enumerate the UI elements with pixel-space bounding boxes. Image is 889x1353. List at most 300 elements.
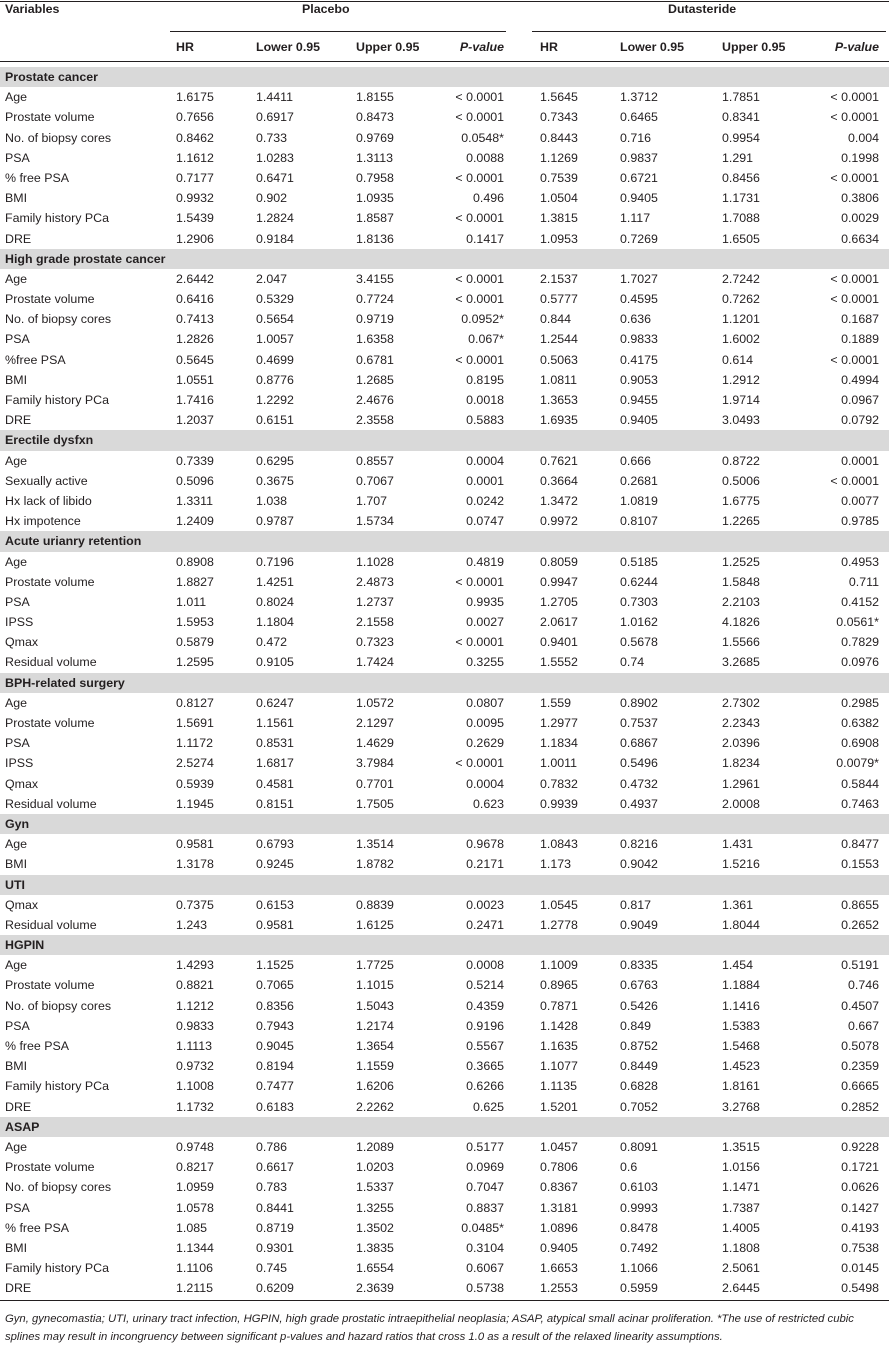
- cell-dutasteride-hr: 0.8443: [540, 130, 578, 145]
- table-row: [0, 552, 889, 572]
- cell-dutasteride-upper: 3.0493: [722, 413, 760, 428]
- cell-dutasteride-lower: 0.8335: [620, 958, 658, 973]
- section-title: Erectile dysfxn: [5, 433, 94, 448]
- cell-dutasteride-hr: 1.0504: [540, 191, 578, 206]
- cell-dutasteride-hr: 0.7871: [540, 998, 578, 1013]
- cell-placebo-upper: 1.3835: [356, 1240, 394, 1255]
- cell-dutasteride-lower: 0.6867: [620, 736, 658, 751]
- cell-dutasteride-upper: 3.2768: [722, 1099, 760, 1114]
- cell-dutasteride-p-value: 0.1721: [841, 1160, 879, 1175]
- cell-dutasteride-p-value: 0.0145: [841, 1261, 879, 1276]
- cell-dutasteride-p-value: 0.2359: [841, 1059, 879, 1074]
- cell-placebo-lower: 0.8719: [256, 1220, 294, 1235]
- variable-label: PSA: [5, 150, 30, 165]
- cell-placebo-lower: 1.0057: [256, 332, 294, 347]
- table-row: [0, 370, 889, 390]
- cell-dutasteride-lower: 1.1066: [620, 1261, 658, 1276]
- table-row: [0, 168, 889, 188]
- variable-label: IPSS: [5, 615, 34, 630]
- section-title: HGPIN: [5, 938, 45, 953]
- cell-dutasteride-upper: 1.1416: [722, 998, 760, 1013]
- table-row: [0, 1137, 889, 1157]
- cell-placebo-hr: 1.2906: [176, 231, 214, 246]
- cell-dutasteride-lower: 0.9405: [620, 191, 658, 206]
- cell-dutasteride-p-value: 0.4152: [841, 594, 879, 609]
- cell-placebo-p-value: 0.5214: [466, 978, 504, 993]
- cell-placebo-hr: 0.5096: [176, 473, 214, 488]
- cell-dutasteride-upper: 1.0156: [722, 1160, 760, 1175]
- cell-placebo-hr: 1.1612: [176, 150, 214, 165]
- cell-dutasteride-p-value: 0.0029: [841, 211, 879, 226]
- cell-placebo-hr: 1.4293: [176, 958, 214, 973]
- table-row: [0, 693, 889, 713]
- cell-dutasteride-hr: 0.9972: [540, 514, 578, 529]
- cell-placebo-upper: 2.4676: [356, 393, 394, 407]
- cell-placebo-upper: 0.6781: [356, 352, 394, 367]
- cell-dutasteride-p-value: 0.0079*: [836, 756, 879, 771]
- table-row: [0, 350, 889, 370]
- cell-placebo-hr: 0.8462: [176, 130, 214, 145]
- table-row: [0, 794, 889, 814]
- cell-dutasteride-p-value: 0.4507: [841, 998, 879, 1013]
- cell-placebo-upper: 0.9769: [356, 130, 394, 145]
- variable-label: Age: [5, 1139, 28, 1154]
- variable-label: Qmax: [5, 776, 39, 791]
- cell-placebo-upper: 1.3514: [356, 837, 394, 852]
- cell-dutasteride-hr: 1.2544: [540, 332, 578, 347]
- cell-placebo-p-value: < 0.0001: [455, 352, 504, 367]
- cell-placebo-lower: 0.5329: [256, 292, 294, 307]
- cell-placebo-upper: 1.1015: [356, 978, 394, 993]
- cell-placebo-upper: 1.2685: [356, 372, 394, 387]
- cell-placebo-lower: 0.6917: [256, 110, 294, 125]
- cell-dutasteride-hr: 1.2977: [540, 716, 578, 730]
- cell-placebo-p-value: 0.4359: [466, 998, 504, 1013]
- cell-dutasteride-upper: 2.7242: [722, 271, 760, 286]
- cell-dutasteride-upper: 1.5216: [722, 857, 760, 872]
- section-title: Prostate cancer: [5, 70, 98, 84]
- cell-dutasteride-lower: 0.7492: [620, 1240, 658, 1255]
- cell-placebo-upper: 1.5337: [356, 1180, 394, 1195]
- variable-label: No. of biopsy cores: [5, 1180, 112, 1195]
- cell-dutasteride-hr: 1.2553: [540, 1281, 578, 1296]
- cell-dutasteride-upper: 2.6445: [722, 1281, 760, 1296]
- cell-dutasteride-lower: 0.9042: [620, 857, 658, 872]
- cell-placebo-upper: 1.0935: [356, 191, 394, 206]
- cell-placebo-hr: 0.7339: [176, 453, 214, 468]
- cell-placebo-upper: 1.4629: [356, 736, 394, 751]
- variable-label: PSA: [5, 736, 30, 751]
- cell-placebo-p-value: 0.0004: [466, 453, 504, 468]
- cell-placebo-upper: 1.3502: [356, 1220, 394, 1235]
- cell-placebo-upper: 0.8839: [356, 897, 394, 912]
- cell-placebo-lower: 0.4699: [256, 352, 294, 367]
- cell-placebo-upper: 1.7725: [356, 958, 394, 973]
- cell-placebo-lower: 0.6617: [256, 1160, 294, 1175]
- cell-placebo-upper: 1.7424: [356, 655, 394, 670]
- table-row: [0, 1036, 889, 1056]
- cell-placebo-lower: 1.6817: [256, 756, 294, 771]
- variable-label: PSA: [5, 594, 30, 609]
- cell-dutasteride-hr: 0.8367: [540, 1180, 578, 1195]
- table-header-columns: [0, 34, 889, 60]
- table-row: [0, 915, 889, 935]
- cell-placebo-lower: 0.6151: [256, 413, 294, 428]
- cell-placebo-hr: 0.8217: [176, 1160, 214, 1175]
- cell-placebo-upper: 2.3639: [356, 1281, 394, 1296]
- cell-placebo-hr: 1.5691: [176, 716, 214, 730]
- table-row: [0, 208, 889, 228]
- table-row: [0, 1278, 889, 1298]
- cell-dutasteride-hr: 1.173: [540, 857, 572, 872]
- variable-label: BMI: [5, 857, 28, 872]
- table-row: [0, 652, 889, 672]
- cell-dutasteride-upper: 1.4523: [722, 1059, 760, 1074]
- cell-dutasteride-p-value: 0.6665: [841, 1079, 879, 1094]
- variable-label: PSA: [5, 332, 30, 347]
- cell-placebo-p-value: 0.0747: [466, 514, 504, 529]
- table-row: [0, 229, 889, 249]
- table-row: [0, 975, 889, 995]
- variable-label: No. of biopsy cores: [5, 998, 112, 1013]
- variable-label: BMI: [5, 1240, 28, 1255]
- cell-dutasteride-hr: 1.0457: [540, 1139, 578, 1154]
- cell-dutasteride-upper: 3.2685: [722, 655, 760, 670]
- variable-label: Family history PCa: [5, 1261, 109, 1276]
- cell-dutasteride-hr: 1.5645: [540, 90, 578, 105]
- cell-placebo-hr: 0.9932: [176, 191, 214, 206]
- cell-placebo-p-value: 0.0548*: [461, 130, 504, 145]
- cell-placebo-hr: 1.8827: [176, 574, 214, 589]
- variable-label: Family history PCa: [5, 1079, 109, 1094]
- cell-placebo-lower: 1.038: [256, 493, 288, 508]
- table-row: [0, 107, 889, 127]
- table-bottom-rule: [0, 1300, 889, 1301]
- cell-dutasteride-lower: 1.3712: [620, 90, 658, 105]
- cell-placebo-upper: 1.6554: [356, 1261, 394, 1276]
- cell-placebo-lower: 0.733: [256, 130, 288, 145]
- cell-dutasteride-lower: 0.5426: [620, 998, 658, 1013]
- cell-dutasteride-upper: 1.6775: [722, 493, 760, 508]
- cell-placebo-hr: 1.2037: [176, 413, 214, 428]
- cell-dutasteride-upper: 0.614: [722, 352, 754, 367]
- table-row: [0, 511, 889, 531]
- cell-placebo-p-value: < 0.0001: [455, 211, 504, 226]
- table-row: [0, 1016, 889, 1036]
- cell-dutasteride-lower: 0.9049: [620, 917, 658, 932]
- cell-placebo-hr: 1.0578: [176, 1200, 214, 1215]
- cell-placebo-lower: 0.6209: [256, 1281, 294, 1296]
- cell-placebo-hr: 1.243: [176, 917, 208, 932]
- cell-placebo-upper: 2.1558: [356, 615, 394, 630]
- cell-placebo-upper: 1.8782: [356, 857, 394, 872]
- cell-dutasteride-p-value: 0.9785: [841, 514, 879, 529]
- variable-label: Age: [5, 837, 28, 852]
- cell-dutasteride-p-value: < 0.0001: [830, 292, 879, 307]
- cell-placebo-upper: 2.4873: [356, 574, 394, 589]
- cell-placebo-upper: 1.8155: [356, 90, 394, 105]
- cell-dutasteride-lower: 0.7537: [620, 716, 658, 730]
- cell-placebo-lower: 0.5654: [256, 312, 294, 327]
- variable-label: % free PSA: [5, 1039, 70, 1053]
- cell-placebo-lower: 0.6295: [256, 453, 294, 468]
- cell-placebo-lower: 0.8024: [256, 594, 294, 609]
- variable-label: DRE: [5, 231, 32, 246]
- cell-dutasteride-upper: 2.5061: [722, 1261, 760, 1276]
- cell-placebo-p-value: 0.6266: [466, 1079, 504, 1094]
- cell-placebo-p-value: < 0.0001: [455, 271, 504, 286]
- variable-label: DRE: [5, 413, 32, 428]
- cell-placebo-p-value: < 0.0001: [455, 170, 504, 185]
- cell-dutasteride-lower: 0.2681: [620, 473, 658, 488]
- cell-placebo-upper: 0.7323: [356, 635, 394, 650]
- cell-placebo-hr: 1.3311: [176, 493, 213, 508]
- variable-label: Prostate volume: [5, 574, 95, 589]
- table-row: [0, 753, 889, 773]
- cell-dutasteride-upper: 1.431: [722, 837, 754, 852]
- cell-dutasteride-lower: 0.6: [620, 1160, 638, 1175]
- cell-dutasteride-hr: 0.9401: [540, 635, 578, 650]
- cell-dutasteride-hr: 0.844: [540, 312, 572, 327]
- cell-dutasteride-lower: 0.849: [620, 1018, 652, 1033]
- cell-placebo-upper: 0.9719: [356, 312, 394, 327]
- cell-placebo-hr: 1.1008: [176, 1079, 214, 1094]
- cell-placebo-upper: 1.2737: [356, 594, 394, 609]
- cell-placebo-hr: 0.8908: [176, 554, 214, 569]
- cell-placebo-upper: 1.5043: [356, 998, 394, 1013]
- cell-dutasteride-upper: 1.7088: [722, 211, 760, 226]
- cell-dutasteride-upper: 1.2525: [722, 554, 760, 569]
- cell-placebo-p-value: 0.0008: [466, 958, 504, 973]
- table-row: [0, 834, 889, 854]
- cell-placebo-p-value: 0.2471: [466, 917, 504, 932]
- variable-label: DRE: [5, 1099, 32, 1114]
- cell-dutasteride-upper: 1.5848: [722, 574, 760, 589]
- cell-placebo-hr: 1.2409: [176, 514, 214, 529]
- cell-placebo-p-value: 0.4819: [466, 554, 504, 569]
- cell-dutasteride-lower: 0.817: [620, 897, 652, 912]
- header-variables: Variables: [5, 2, 60, 16]
- header-group-dutasteride: Dutasteride: [668, 2, 737, 16]
- table-row: [0, 895, 889, 915]
- cell-placebo-hr: 0.7177: [176, 170, 214, 185]
- cell-placebo-upper: 1.1559: [356, 1059, 394, 1074]
- cell-placebo-upper: 1.6125: [356, 917, 394, 932]
- cell-dutasteride-lower: 0.4732: [620, 776, 658, 791]
- cell-dutasteride-p-value: < 0.0001: [830, 352, 879, 367]
- cell-placebo-upper: 0.7701: [356, 776, 394, 791]
- cell-dutasteride-hr: 1.1135: [540, 1079, 577, 1094]
- section-header: [0, 875, 889, 895]
- cell-dutasteride-p-value: 0.0626: [841, 1180, 879, 1195]
- cell-placebo-lower: 0.9581: [256, 917, 294, 932]
- cell-placebo-p-value: 0.623: [472, 796, 504, 811]
- cell-dutasteride-hr: 1.1428: [540, 1018, 578, 1033]
- cell-dutasteride-upper: 1.7851: [722, 90, 760, 105]
- cell-placebo-p-value: 0.9678: [466, 837, 504, 852]
- variable-label: Residual volume: [5, 655, 97, 670]
- variable-label: DRE: [5, 1281, 32, 1296]
- cell-placebo-lower: 0.7943: [256, 1018, 294, 1033]
- cell-placebo-lower: 0.8194: [256, 1059, 294, 1074]
- cell-placebo-p-value: 0.625: [472, 1099, 504, 1114]
- cell-dutasteride-hr: 1.6935: [540, 413, 578, 428]
- cell-dutasteride-hr: 0.3664: [540, 473, 578, 488]
- cell-placebo-lower: 0.3675: [256, 473, 294, 488]
- variable-label: Residual volume: [5, 796, 97, 811]
- cell-placebo-lower: 0.6247: [256, 695, 294, 710]
- cell-dutasteride-upper: 1.5468: [722, 1039, 760, 1053]
- cell-dutasteride-p-value: 0.5078: [841, 1039, 879, 1053]
- cell-dutasteride-upper: 1.454: [722, 958, 754, 973]
- cell-placebo-upper: 0.8557: [356, 453, 394, 468]
- cell-placebo-lower: 0.8151: [256, 796, 294, 811]
- cell-dutasteride-upper: 1.291: [722, 150, 754, 165]
- cell-placebo-lower: 1.4251: [256, 574, 294, 589]
- cell-dutasteride-lower: 1.7027: [620, 271, 658, 286]
- cell-placebo-upper: 3.4155: [356, 271, 394, 286]
- cell-placebo-upper: 0.7724: [356, 292, 394, 307]
- cell-dutasteride-lower: 0.6828: [620, 1079, 658, 1094]
- variable-label: IPSS: [5, 756, 34, 771]
- cell-placebo-lower: 0.8441: [256, 1200, 294, 1215]
- cell-placebo-p-value: 0.0027: [466, 615, 504, 630]
- cell-placebo-p-value: 0.0485*: [461, 1220, 504, 1235]
- cell-placebo-p-value: 0.5738: [466, 1281, 504, 1296]
- table-row: [0, 390, 889, 410]
- cell-placebo-p-value: 0.0004: [466, 776, 504, 791]
- cell-placebo-p-value: 0.067*: [468, 332, 504, 347]
- cell-placebo-p-value: < 0.0001: [455, 635, 504, 650]
- cell-placebo-p-value: 0.0088: [466, 150, 504, 165]
- cell-dutasteride-lower: 0.5496: [620, 756, 658, 771]
- cell-placebo-upper: 1.0572: [356, 695, 394, 710]
- cell-placebo-upper: 1.8587: [356, 211, 394, 226]
- cell-dutasteride-upper: 1.7387: [722, 1200, 760, 1215]
- cell-placebo-lower: 0.6471: [256, 170, 294, 185]
- col-header-dutasteride-p-value: P-value: [834, 40, 879, 54]
- cell-dutasteride-lower: 0.7303: [620, 594, 658, 609]
- cell-dutasteride-hr: 0.9405: [540, 1240, 578, 1255]
- variable-label: PSA: [5, 1018, 30, 1033]
- section-title: ASAP: [5, 1119, 40, 1134]
- cell-dutasteride-upper: 2.2103: [722, 594, 760, 609]
- cell-dutasteride-lower: 0.9993: [620, 1200, 658, 1215]
- cell-dutasteride-lower: 0.6721: [620, 170, 658, 185]
- cell-dutasteride-hr: 1.0545: [540, 897, 578, 912]
- cell-dutasteride-p-value: 0.2652: [841, 917, 879, 932]
- table-row: [0, 774, 889, 794]
- cell-placebo-lower: 0.786: [256, 1139, 288, 1154]
- cell-dutasteride-p-value: 0.3806: [841, 191, 879, 206]
- cell-dutasteride-lower: 0.7269: [620, 231, 658, 246]
- cell-placebo-p-value: < 0.0001: [455, 90, 504, 105]
- cell-dutasteride-p-value: 0.4953: [841, 554, 879, 569]
- cell-placebo-lower: 0.902: [256, 191, 288, 206]
- variable-label: Hx impotence: [5, 514, 81, 529]
- col-header-dutasteride-hr: HR: [540, 40, 558, 54]
- cell-placebo-upper: 1.5734: [356, 514, 394, 529]
- cell-placebo-hr: 1.1212: [176, 998, 214, 1013]
- col-header-dutasteride-upper: Upper 0.95: [722, 40, 786, 54]
- cell-placebo-p-value: 0.0095: [466, 716, 504, 730]
- cell-placebo-hr: 1.6175: [176, 90, 214, 105]
- cell-placebo-upper: 1.2089: [356, 1139, 394, 1154]
- cell-dutasteride-upper: 1.4005: [722, 1220, 760, 1235]
- col-header-placebo-lower: Lower 0.95: [256, 40, 321, 54]
- cell-placebo-p-value: 0.8837: [466, 1200, 504, 1215]
- cell-placebo-upper: 2.1297: [356, 716, 394, 730]
- cell-dutasteride-lower: 1.0819: [620, 493, 658, 508]
- cell-placebo-p-value: 0.0242: [466, 493, 504, 508]
- cell-dutasteride-p-value: < 0.0001: [830, 90, 879, 105]
- cell-dutasteride-hr: 1.559: [540, 695, 572, 710]
- cell-dutasteride-p-value: 0.1998: [841, 150, 879, 165]
- cell-dutasteride-upper: 1.5383: [722, 1018, 760, 1033]
- cell-placebo-hr: 1.1113: [176, 1039, 213, 1053]
- section-header: [0, 673, 889, 693]
- section-header: [0, 814, 889, 834]
- section-title: BPH-related surgery: [5, 675, 125, 690]
- cell-dutasteride-upper: 1.1808: [722, 1240, 760, 1255]
- cell-dutasteride-hr: 1.0843: [540, 837, 578, 852]
- cell-dutasteride-p-value: 0.004: [847, 130, 879, 145]
- table-header-groups: [0, 0, 889, 34]
- col-header-dutasteride-lower: Lower 0.95: [620, 40, 685, 54]
- cell-placebo-upper: 1.3255: [356, 1200, 394, 1215]
- variable-label: Prostate volume: [5, 110, 95, 125]
- cell-dutasteride-lower: 0.9455: [620, 393, 658, 407]
- cell-placebo-hr: 1.011: [176, 594, 207, 609]
- cell-dutasteride-lower: 0.74: [620, 655, 645, 670]
- cell-placebo-upper: 1.3113: [356, 150, 393, 165]
- cell-placebo-hr: 0.9581: [176, 837, 214, 852]
- cell-placebo-upper: 1.2174: [356, 1018, 394, 1033]
- cell-placebo-p-value: 0.8195: [466, 372, 504, 387]
- cell-placebo-upper: 0.7958: [356, 170, 394, 185]
- cell-placebo-lower: 0.745: [256, 1261, 288, 1276]
- cell-dutasteride-hr: 1.1269: [540, 150, 578, 165]
- cell-placebo-lower: 0.7196: [256, 554, 294, 569]
- cell-dutasteride-p-value: 0.0001: [841, 453, 879, 468]
- cell-placebo-lower: 0.9787: [256, 514, 294, 529]
- cell-dutasteride-lower: 0.4595: [620, 292, 658, 307]
- table-row: [0, 451, 889, 471]
- variable-label: PSA: [5, 1200, 30, 1215]
- table-row: [0, 854, 889, 874]
- cell-dutasteride-upper: 1.2912: [722, 372, 760, 387]
- cell-placebo-hr: 2.6442: [176, 271, 214, 286]
- cell-dutasteride-hr: 1.3653: [540, 393, 578, 407]
- cell-dutasteride-upper: 1.6002: [722, 332, 760, 347]
- cell-placebo-upper: 1.3654: [356, 1039, 394, 1053]
- variable-label: Family history PCa: [5, 211, 109, 226]
- cell-dutasteride-hr: 1.2778: [540, 917, 578, 932]
- cell-placebo-upper: 3.7984: [356, 756, 394, 771]
- cell-placebo-hr: 1.1172: [176, 736, 213, 751]
- cell-placebo-p-value: < 0.0001: [455, 110, 504, 125]
- section-header: [0, 1117, 889, 1137]
- cell-dutasteride-upper: 1.1201: [722, 312, 760, 327]
- cell-placebo-p-value: 0.5567: [466, 1039, 504, 1053]
- cell-dutasteride-upper: 1.2265: [722, 514, 760, 529]
- cell-dutasteride-lower: 0.636: [620, 312, 652, 327]
- dutasteride-group-rule: [532, 31, 886, 32]
- cell-dutasteride-lower: 0.9833: [620, 332, 658, 347]
- table-row: [0, 632, 889, 652]
- cell-dutasteride-upper: 1.8161: [722, 1079, 760, 1094]
- cell-dutasteride-lower: 0.8478: [620, 1220, 658, 1235]
